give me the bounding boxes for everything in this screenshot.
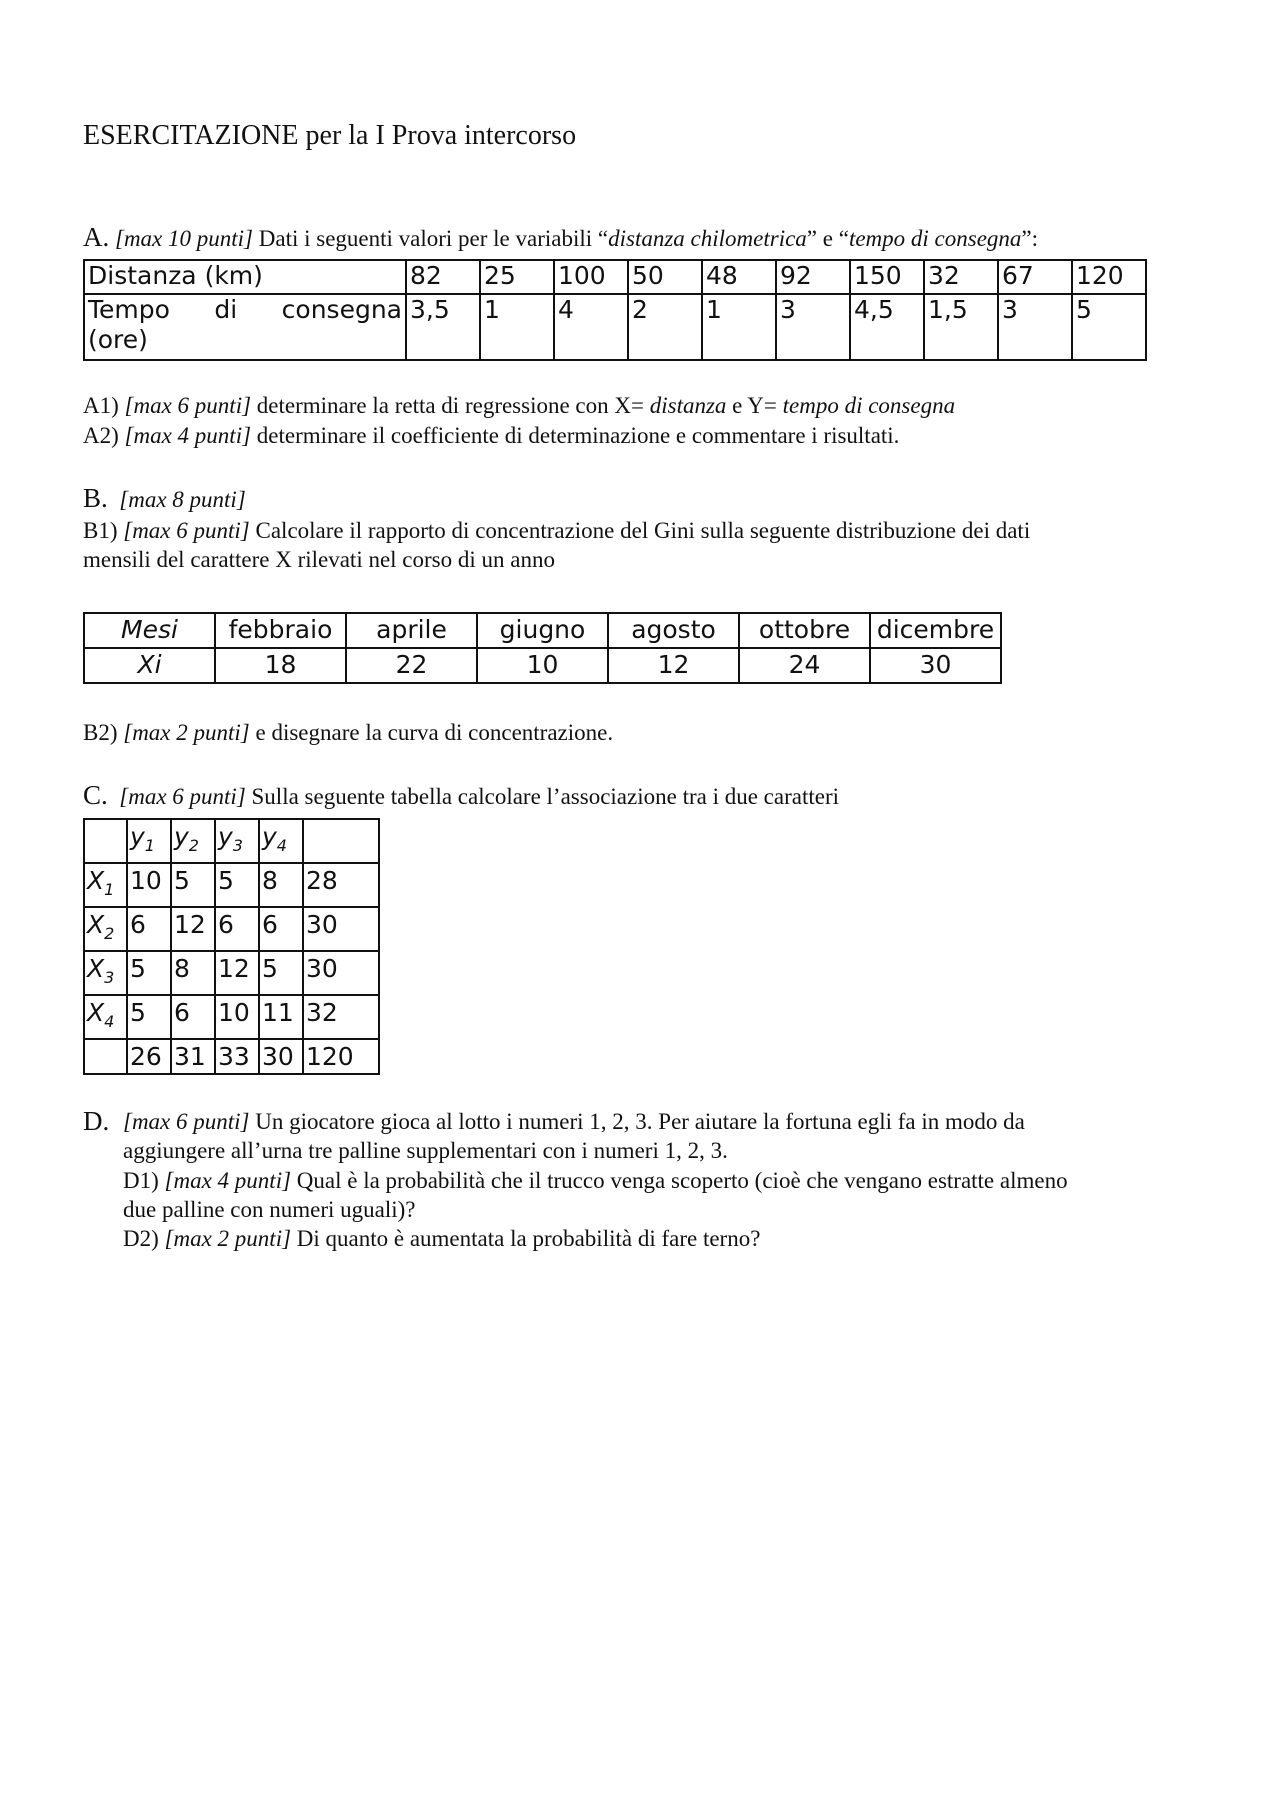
distance-cell: 120 (1072, 260, 1146, 294)
page-title: ESERCITAZIONE per la I Prova intercorso (83, 120, 577, 151)
section-a-text-after: ”: (1021, 226, 1039, 251)
question-a1-mid: e Y= (726, 393, 783, 418)
col-total: 30 (259, 1039, 303, 1074)
question-b1-text: Calcolare il rapporto di concentrazione del Gini sulla seguente distribuzione dei dati (249, 518, 1031, 543)
freq-cell: 10 (215, 995, 259, 1039)
freq-cell: 8 (171, 951, 215, 995)
months-header: Mesi (84, 613, 215, 648)
question-d2 (83, 1224, 1198, 1253)
question-d2-text: Di quanto è aumentata la probabilità di fare terno? (291, 1226, 761, 1251)
totals-corner (84, 1039, 127, 1074)
freq-cell: 12 (215, 951, 259, 995)
contingency-row (84, 863, 379, 907)
time-label-unit: (ore) (88, 325, 148, 354)
distance-label: Distanza (km) (84, 260, 406, 294)
freq-cell: 5 (259, 951, 303, 995)
month-cell: ottobre (739, 613, 870, 648)
question-a1-y: tempo di consegna (782, 393, 956, 418)
col-total: 31 (171, 1039, 215, 1074)
values-row (84, 648, 1001, 683)
col-head: $y_3$ (215, 819, 259, 863)
month-cell: febbraio (215, 613, 346, 648)
question-b2-points: [max 2 punti] (123, 720, 250, 745)
section-b-letter: B. (83, 483, 108, 513)
time-cell: 2 (628, 294, 702, 360)
value-cell: 18 (215, 648, 346, 683)
row-total: 32 (303, 995, 379, 1039)
value-cell: 12 (608, 648, 739, 683)
section-c-letter: C. (83, 780, 108, 810)
col-total: 26 (127, 1039, 171, 1074)
distance-time-table (83, 259, 1147, 361)
col-head: $y_4$ (259, 819, 303, 863)
freq-cell: 12 (171, 907, 215, 951)
time-label (84, 294, 406, 360)
time-cell: 3 (998, 294, 1072, 360)
time-label-word: Tempo (88, 295, 170, 324)
section-c-intro (83, 781, 1198, 811)
question-d1-points: [max 4 punti] (164, 1168, 292, 1193)
time-row (84, 294, 1146, 360)
freq-cell: 6 (259, 907, 303, 951)
distance-cell: 150 (850, 260, 924, 294)
row-head: $X_2$ (84, 907, 127, 951)
row-total: 30 (303, 951, 379, 995)
time-cell: 1 (702, 294, 776, 360)
time-cell: 4,5 (850, 294, 924, 360)
distance-cell: 82 (406, 260, 480, 294)
question-b1-id: B1) (83, 518, 118, 543)
distance-cell: 50 (628, 260, 702, 294)
month-cell: dicembre (870, 613, 1001, 648)
time-cell: 3 (776, 294, 850, 360)
freq-cell: 6 (215, 907, 259, 951)
time-cell: 1 (480, 294, 554, 360)
question-a2-id: A2) (83, 423, 119, 448)
time-cell: 5 (1072, 294, 1146, 360)
question-b1-points: [max 6 punti] (123, 518, 250, 543)
contingency-row (84, 995, 379, 1039)
col-head-total (303, 819, 379, 863)
section-a-var1: distanza chilometrica (608, 226, 807, 251)
distance-cell: 100 (554, 260, 628, 294)
value-cell: 30 (870, 648, 1001, 683)
contingency-table (83, 818, 380, 1075)
freq-cell: 11 (259, 995, 303, 1039)
question-d2-points: [max 2 punti] (164, 1226, 292, 1251)
question-b2 (83, 718, 1198, 747)
distance-row (84, 260, 1146, 294)
section-b-heading (83, 484, 1198, 514)
distance-cell: 25 (480, 260, 554, 294)
section-c-text: Sulla seguente tabella calcolare l’associazione tra i due caratteri (245, 784, 839, 809)
month-cell: agosto (608, 613, 739, 648)
section-a-text-mid: ” e “ (806, 226, 849, 251)
section-d-line1 (123, 1107, 1198, 1136)
section-d-points: [max 6 punti] (123, 1109, 250, 1134)
time-label-word: di (214, 295, 238, 324)
month-cell: giugno (477, 613, 608, 648)
months-table (83, 612, 1002, 684)
contingency-header-row (84, 819, 379, 863)
section-b-points: [max 8 punti] (119, 487, 246, 512)
distance-cell: 92 (776, 260, 850, 294)
time-cell: 3,5 (406, 294, 480, 360)
months-row (84, 613, 1001, 648)
col-head: $y_1$ (127, 819, 171, 863)
grand-total: 120 (303, 1039, 379, 1074)
contingency-row (84, 951, 379, 995)
value-cell: 22 (346, 648, 477, 683)
question-d1-id: D1) (123, 1168, 159, 1193)
question-d1-text: Qual è la probabilità che il trucco venga scoperto (cioè che vengano estratte almeno (291, 1168, 1068, 1193)
question-b1-line2: mensili del carattere X rilevati nel corso di un anno (83, 547, 555, 572)
section-a-text-before: Dati i seguenti valori per le variabili “ (253, 226, 609, 251)
time-label-word: consegna (281, 295, 402, 324)
question-d2-id: D2) (123, 1226, 159, 1251)
distance-cell: 48 (702, 260, 776, 294)
freq-cell: 5 (127, 995, 171, 1039)
freq-cell: 6 (171, 995, 215, 1039)
question-a2 (83, 421, 1198, 450)
freq-cell: 5 (127, 951, 171, 995)
question-d1 (83, 1166, 1198, 1224)
section-a-points: [max 10 punti] (115, 226, 253, 251)
distance-cell: 32 (924, 260, 998, 294)
row-head: $X_4$ (84, 995, 127, 1039)
contingency-totals-row (84, 1039, 379, 1074)
question-a2-text: determinare il coefficiente di determinazione e commentare i risultati. (251, 423, 900, 448)
question-b2-text: e disegnare la curva di concentrazione. (249, 720, 614, 745)
freq-cell: 5 (215, 863, 259, 907)
row-head: $X_3$ (84, 951, 127, 995)
col-head: $y_2$ (171, 819, 215, 863)
section-d-line2: aggiungere all’urna tre palline supplementari con i numeri 1, 2, 3. (123, 1138, 728, 1163)
distance-cell: 67 (998, 260, 1072, 294)
question-b1-line1 (83, 516, 1198, 545)
question-a1-text: determinare la retta di regressione con X= (251, 393, 650, 418)
row-head: $X_1$ (84, 863, 127, 907)
section-d-letter: D. (83, 1106, 110, 1136)
section-a-intro (83, 223, 1198, 253)
freq-cell: 8 (259, 863, 303, 907)
question-a1 (83, 391, 1198, 420)
freq-cell: 10 (127, 863, 171, 907)
contingency-corner (84, 819, 127, 863)
values-header: Xi (84, 648, 215, 683)
question-a1-x: distanza (649, 393, 727, 418)
section-a-letter: A. (83, 222, 110, 252)
row-total: 30 (303, 907, 379, 951)
month-cell: aprile (346, 613, 477, 648)
question-a2-points: [max 4 punti] (124, 423, 252, 448)
contingency-row (84, 907, 379, 951)
question-d1-line2: due palline con numeri uguali)? (123, 1197, 416, 1222)
value-cell: 10 (477, 648, 608, 683)
value-cell: 24 (739, 648, 870, 683)
section-d (83, 1107, 1198, 1165)
time-cell: 1,5 (924, 294, 998, 360)
col-total: 33 (215, 1039, 259, 1074)
question-b2-id: B2) (83, 720, 118, 745)
row-total: 28 (303, 863, 379, 907)
section-a-var2: tempo di consegna (848, 226, 1022, 251)
freq-cell: 6 (127, 907, 171, 951)
question-b1 (83, 516, 1198, 574)
question-a1-points: [max 6 punti] (124, 393, 252, 418)
freq-cell: 5 (171, 863, 215, 907)
time-cell: 4 (554, 294, 628, 360)
section-c-points: [max 6 punti] (119, 784, 246, 809)
question-a1-id: A1) (83, 393, 119, 418)
section-d-text: Un giocatore gioca al lotto i numeri 1, 2, 3. Per aiutare la fortuna egli fa in modo da (249, 1109, 1025, 1134)
